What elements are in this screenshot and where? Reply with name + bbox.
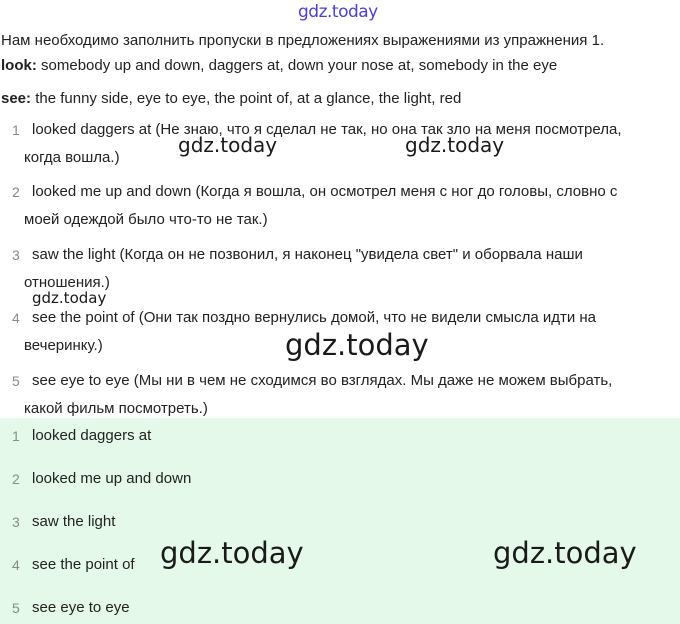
item-5-line2: какой фильм посмотреть.) xyxy=(24,400,208,417)
item-2-line1: looked me up and down (Когда я вошла, он осмотрел меня с ног до головы, словно с xyxy=(32,183,618,200)
answer-5-text: see eye to eye xyxy=(32,599,130,616)
item-3-number: 3 xyxy=(12,247,20,263)
item-2-line2: моей одеждой было что-то не так.) xyxy=(24,211,268,228)
watermark: gdz.today xyxy=(178,133,278,157)
see-label: see: xyxy=(1,90,32,107)
item-2-number: 2 xyxy=(12,184,20,200)
answer-2-text: looked me up and down xyxy=(32,470,192,487)
watermark: gdz.today xyxy=(285,328,429,362)
see-expressions: the funny side, eye to eye, the point of, at a glance, the light, red xyxy=(31,90,462,107)
watermark: gdz.today xyxy=(160,536,304,570)
answer-1-text: looked daggers at xyxy=(32,427,152,444)
answer-2-number: 2 xyxy=(12,471,20,487)
item-3-line2: отношения.) xyxy=(24,274,110,291)
watermark: gdz.today xyxy=(493,536,637,570)
watermark: gdz.today xyxy=(32,289,107,307)
look-label: look: xyxy=(1,57,37,74)
answer-5-number: 5 xyxy=(12,600,20,616)
watermark-top: gdz.today xyxy=(298,2,378,22)
see-line xyxy=(1,89,461,109)
item-4-line2: вечеринку.) xyxy=(24,337,103,354)
answer-4-number: 4 xyxy=(12,557,20,573)
look-expressions: somebody up and down, daggers at, down your nose at, somebody in the eye xyxy=(36,57,558,74)
item-5-number: 5 xyxy=(12,373,20,389)
item-1-number: 1 xyxy=(12,122,20,138)
answer-4-text: see the point of xyxy=(32,556,135,573)
answer-3-number: 3 xyxy=(12,514,20,530)
item-1-line2: когда вошла.) xyxy=(24,149,120,166)
intro-text: Нам необходимо заполнить пропуски в предложениях выражениями из упражнения 1. xyxy=(1,32,605,49)
item-4-line1: see the point of (Они так поздно вернулись домой, что не видели смысла идти на xyxy=(32,309,597,326)
answer-1-number: 1 xyxy=(12,428,20,444)
item-4-number: 4 xyxy=(12,310,20,326)
item-1-line1: looked daggers at (Не знаю, что я сделал не так, но она так зло на меня посмотрела, xyxy=(32,121,622,138)
item-3-line1: saw the light (Когда он не позвонил, я наконец "увидела свет" и оборвала наши xyxy=(32,246,583,263)
watermark: gdz.today xyxy=(405,133,505,157)
item-5-line1: see eye to eye (Мы ни в чем не сходимся во взглядах. Мы даже не можем выбрать, xyxy=(32,372,613,389)
look-line xyxy=(1,56,557,76)
answer-3-text: saw the light xyxy=(32,513,116,530)
